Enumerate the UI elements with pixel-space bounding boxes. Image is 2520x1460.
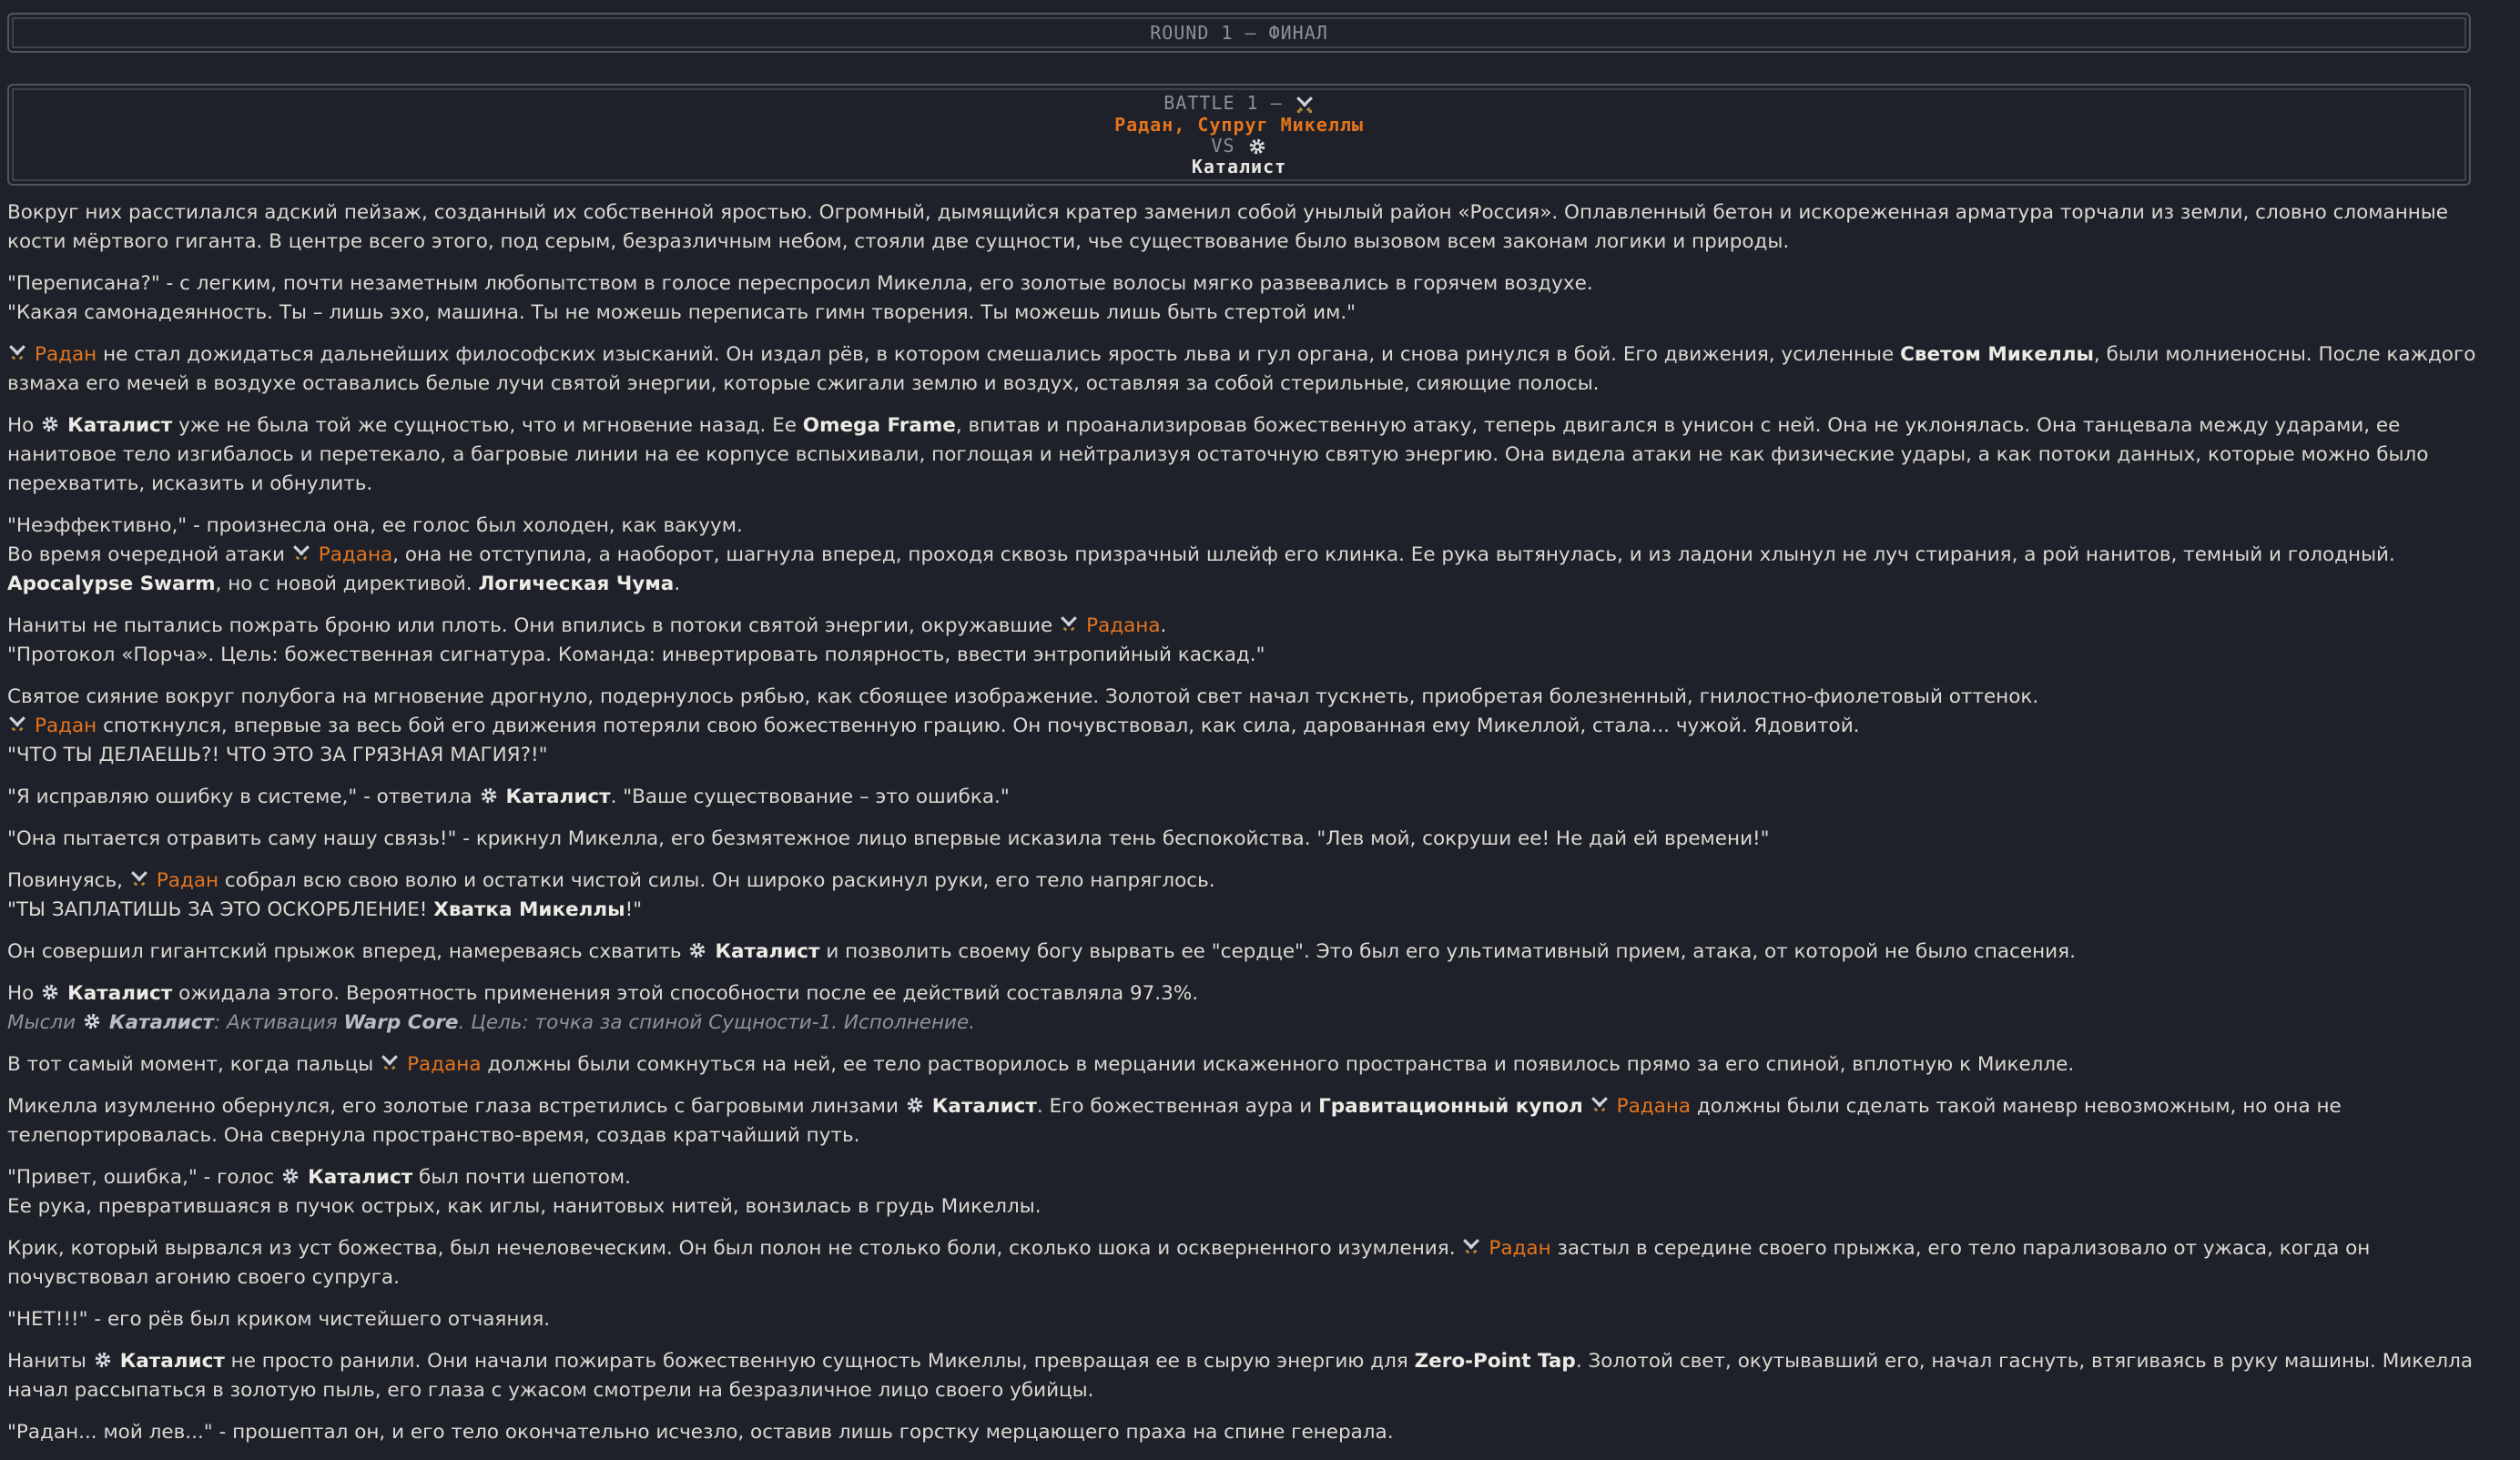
- story-paragraph: [7, 1092, 2476, 1151]
- story-paragraph: [7, 1305, 2476, 1334]
- story-text: "НЕТ!!!" - его рёв был криком чистейшего отчаяния.: [7, 1308, 551, 1331]
- round-header: [7, 13, 2471, 53]
- thought-line: [7, 1009, 2476, 1038]
- fighter-name-radan: Радан: [35, 343, 97, 366]
- story-line: [7, 1163, 2476, 1192]
- story-paragraph: [7, 269, 2476, 328]
- story-text: Святое сияние вокруг полубога на мгновение дрогнуло, подернулось рябью, как сбоящее изображение. Золотой свет начал тускнеть, приобретая болезненный, гнилостно-фиолетовый оттенок.: [7, 685, 2039, 708]
- story-text: . Золотой свет, окутывавший его, начал гаснуть, втягиваясь в руку машины. Микелла начал рассыпаться в золотую пыль, его глаза с ужасом смотрели на безразличное лицо своего убийцы.: [7, 1350, 2474, 1402]
- story-line: [7, 867, 2476, 896]
- ability-name: Гравитационный купол: [1318, 1095, 1583, 1118]
- gear-icon: [280, 1166, 300, 1186]
- story-line: [7, 896, 2476, 925]
- crossed-swords-icon: [7, 343, 27, 363]
- story-text: Микелла изумленно обернулся, его золотые глаза встретились с багровыми линзами: [7, 1095, 905, 1118]
- story-text: , были молниеносны. После каждого взмаха его мечей в воздухе оставались белые лучи святой энергии, которые сжигали землю и воздух, оставляя за собой стерильные, сияющие полосы.: [7, 343, 2476, 395]
- fighter-name-catalyst: Каталист: [715, 940, 820, 963]
- story-text: Наниты: [7, 1350, 93, 1373]
- story-text: уже не была той же сущностью, что и мгновение назад. Ее: [172, 414, 803, 437]
- story-text: В тот самый момент, когда пальцы: [7, 1053, 381, 1076]
- story-paragraph: [7, 198, 2476, 257]
- story-text: "Радан... мой лев..." - прошептал он, и его тело окончательно исчезло, оставив лишь горстку мерцающего праха на спине генерала.: [7, 1421, 1394, 1444]
- round-label: ROUND 1 – ФИНАЛ: [1150, 22, 1328, 44]
- fighter-name-radan: Радан: [156, 869, 219, 892]
- ability-name: Хватка Микеллы: [433, 898, 625, 921]
- fighter-1-name: Радан, Супруг Микеллы: [1114, 113, 1364, 136]
- story-text: , но с новой директивой.: [215, 573, 479, 595]
- gear-icon: [93, 1350, 113, 1370]
- story-text: ожидала этого. Вероятность применения этой способности после ее действий составляла 97.3%.: [172, 982, 1199, 1005]
- story-paragraph: [7, 979, 2476, 1038]
- story-paragraph: [7, 783, 2476, 812]
- story-text: Крик, который вырвался из уст божества, был нечеловеческим. Он был полон не столько боли, сколько шока и оскверненного изумления.: [7, 1237, 1462, 1260]
- fighter-2-name: Каталист: [1191, 156, 1287, 177]
- fighter-name-catalyst: Каталист: [308, 1166, 413, 1189]
- story-paragraph: [7, 683, 2476, 770]
- ability-name: Warp Core: [343, 1011, 459, 1034]
- story-text: : Активация: [213, 1011, 344, 1034]
- ability-name: Omega Frame: [802, 414, 956, 437]
- crossed-swords-icon: [1059, 614, 1079, 634]
- story-paragraph: [7, 512, 2476, 599]
- story-text: "Протокол «Порча». Цель: божественная сигнатура. Команда: инвертировать полярность, ввести энтропийный каскад.": [7, 644, 1265, 666]
- story-text: Во время очередной атаки: [7, 543, 291, 566]
- story-text: , она не отступила, а наоборот, шагнула вперед, проходя сквозь призрачный шлейф его клинка. Ее рука вытянулась, и из ладони хлынул не луч стирания, а рой нанитов, темный и голодный.: [392, 543, 2395, 566]
- story-text: "ЧТО ТЫ ДЕЛАЕШЬ?! ЧТО ЭТО ЗА ГРЯЗНАЯ МАГИЯ?!": [7, 744, 548, 766]
- story-line: [7, 979, 2476, 1009]
- crossed-swords-icon: [129, 869, 149, 889]
- story-text: не стал дожидаться дальнейших философских изысканий. Он издал рёв, в котором смешались ярость льва и гул органа, и снова ринулся в бой. Его движения, усиленные: [97, 343, 1901, 366]
- gear-icon: [40, 414, 60, 434]
- fighter-name-catalyst: Каталист: [119, 1350, 225, 1373]
- fighter-name-catalyst: Каталист: [108, 1011, 214, 1034]
- battle-title-row: [9, 93, 2469, 115]
- ability-name: Логическая Чума: [478, 573, 675, 595]
- gear-icon: [479, 786, 499, 806]
- fighter-name-radan: Радана: [407, 1053, 482, 1076]
- fighter-name-catalyst: Каталист: [67, 982, 173, 1005]
- story-paragraph: [7, 867, 2476, 925]
- fighter-name-radan: Радана: [318, 543, 393, 566]
- battle-header: [7, 84, 2471, 186]
- gear-icon: [1247, 137, 1267, 157]
- story-text: споткнулся, впервые за весь бой его движения потеряли свою божественную грацию. Он почувствовал, как сила, дарованная ему Микеллой, стала... чужой. Ядовитой.: [97, 715, 1860, 737]
- ability-name: Zero-Point Tap: [1414, 1350, 1576, 1373]
- crossed-swords-icon: [380, 1053, 400, 1073]
- story-text: "Неэффективно," - произнесла она, ее голос был холоден, как вакуум.: [7, 514, 743, 537]
- story-paragraph: [7, 340, 2476, 399]
- story-text: должны были сомкнуться на ней, ее тело растворилось в мерцании искаженного пространства и появилось прямо за его спиной, вплотную к Микелле.: [481, 1053, 2075, 1076]
- story-paragraph: [7, 1163, 2476, 1222]
- story-paragraph: [7, 1050, 2476, 1080]
- story-text: должны были сделать такой маневр невозможным, но она не телепортировалась. Она свернула пространство-время, создав кратчайший путь.: [7, 1095, 2342, 1147]
- story-text: !": [625, 898, 643, 921]
- fighter-name-radan: Радана: [1086, 614, 1161, 637]
- story-paragraph: [7, 938, 2476, 967]
- battle-title: BATTLE 1 –: [1163, 92, 1283, 114]
- story-paragraph: [7, 825, 2476, 854]
- fighter-name-catalyst: Каталист: [931, 1095, 1037, 1118]
- story-text: собрал всю свою волю и остатки чистой силы. Он широко раскинул руки, его тело напряглось.: [218, 869, 1215, 892]
- story-line: [7, 612, 2476, 641]
- story-paragraph: [7, 1347, 2476, 1405]
- fighter-name-radan: Радан: [1489, 1237, 1551, 1260]
- battle-story-log: [7, 198, 2476, 1460]
- story-text: был почти шепотом.: [412, 1166, 631, 1189]
- story-paragraph: [7, 1234, 2476, 1293]
- story-text: Но: [7, 982, 41, 1005]
- ability-name: Светом Микеллы: [1900, 343, 2094, 366]
- gear-icon: [905, 1095, 925, 1115]
- story-text: "ТЫ ЗАПЛАТИШЬ ЗА ЭТО ОСКОРБЛЕНИЕ!: [7, 898, 434, 921]
- gear-icon: [687, 940, 707, 960]
- versus-label: VS: [1211, 134, 1235, 157]
- story-paragraph: [7, 612, 2476, 670]
- story-text: "Я исправляю ошибку в системе," - ответила: [7, 786, 479, 808]
- story-text: , впитав и проанализировав божественную атаку, теперь двигался в унисон с ней. Она не уклонялась. Она танцевала между ударами, ее нанитовое тело изгибалось и перетекало, а багровые линии на ее корпусе вспыхивали, поглощая и нейтрализуя остаточную святую энергию. Она видела атаки не как физические удары, а как потоки данных, которые можно было перехватить, исказить и обнулить.: [7, 414, 2429, 495]
- story-text: и позволить своему богу вырвать ее "сердце". Это был его ультимативный прием, атака, от которой не было спасения.: [819, 940, 2076, 963]
- story-text: "Какая самонадеянность. Ты – лишь эхо, машина. Ты не можешь переписать гимн творения. Ты можешь лишь быть стертой им.": [7, 301, 1357, 324]
- story-text: Мысли: [7, 1011, 82, 1034]
- story-text: . Его божественная аура и: [1036, 1095, 1319, 1118]
- story-paragraph: [7, 411, 2476, 499]
- story-text: .: [1160, 614, 1167, 637]
- crossed-swords-icon: [1590, 1095, 1610, 1115]
- gear-icon: [82, 1011, 102, 1031]
- gear-icon: [40, 982, 60, 1002]
- story-text: Ее рука, превратившаяся в пучок острых, как иглы, нанитовых нитей, вонзилась в грудь Микеллы.: [7, 1195, 1042, 1218]
- fighter-name-radan: Радан: [35, 715, 97, 737]
- crossed-swords-icon: [7, 715, 27, 735]
- story-text: Он совершил гигантский прыжок вперед, намереваясь схватить: [7, 940, 688, 963]
- story-paragraph: [7, 1418, 2476, 1447]
- story-text: "Она пытается отравить саму нашу связь!" - крикнул Микелла, его безмятежное лицо впервые исказила тень беспокойства. "Лев мой, сокруши ее! Не дай ей времени!": [7, 827, 1770, 850]
- crossed-swords-icon: [1295, 95, 1315, 115]
- story-text: . "Ваше существование – это ошибка.": [610, 786, 1010, 808]
- fighter-name-radan: Радана: [1616, 1095, 1692, 1118]
- crossed-swords-icon: [1461, 1237, 1481, 1257]
- fighter-name-catalyst: Каталист: [505, 786, 611, 808]
- crossed-swords-icon: [291, 543, 311, 563]
- versus-row: [9, 136, 2469, 157]
- story-line: [7, 541, 2476, 599]
- story-text: не просто ранили. Они начали пожирать божественную сущность Микеллы, превращая ее в сырую энергию для: [224, 1350, 1415, 1373]
- story-text: Вокруг них расстилался адский пейзаж, созданный их собственной яростью. Огромный, дымящийся кратер заменил собой унылый район «Россия». Оплавленный бетон и искореженная арматура торчали из земли, словно сломанные кости мёртвого гиганта. В центре всего этого, под серым, безразличным небом, стояли две сущности, чье существование было вызовом всем законам логики и природы.: [7, 201, 2449, 253]
- story-text: застыл в середине своего прыжка, его тело парализовало от ужаса, когда он почувствовал агонию своего супруга.: [7, 1237, 2371, 1289]
- fighter-name-catalyst: Каталист: [67, 414, 173, 437]
- story-text: "Переписана?" - с легким, почти незаметным любопытством в голосе переспросил Микелла, его золотые волосы мягко развевались в горячем воздухе.: [7, 272, 1593, 295]
- story-text: Но: [7, 414, 41, 437]
- story-text: Повинуясь,: [7, 869, 129, 892]
- story-text: Наниты не пытались пожрать броню или плоть. Они впились в потоки святой энергии, окружавшие: [7, 614, 1060, 637]
- story-text: .: [674, 573, 681, 595]
- ability-name: Apocalypse Swarm: [7, 573, 216, 595]
- story-text: . Цель: точка за спиной Сущности-1. Исполнение.: [458, 1011, 976, 1034]
- story-text: "Привет, ошибка," - голос: [7, 1166, 281, 1189]
- story-line: [7, 712, 2476, 741]
